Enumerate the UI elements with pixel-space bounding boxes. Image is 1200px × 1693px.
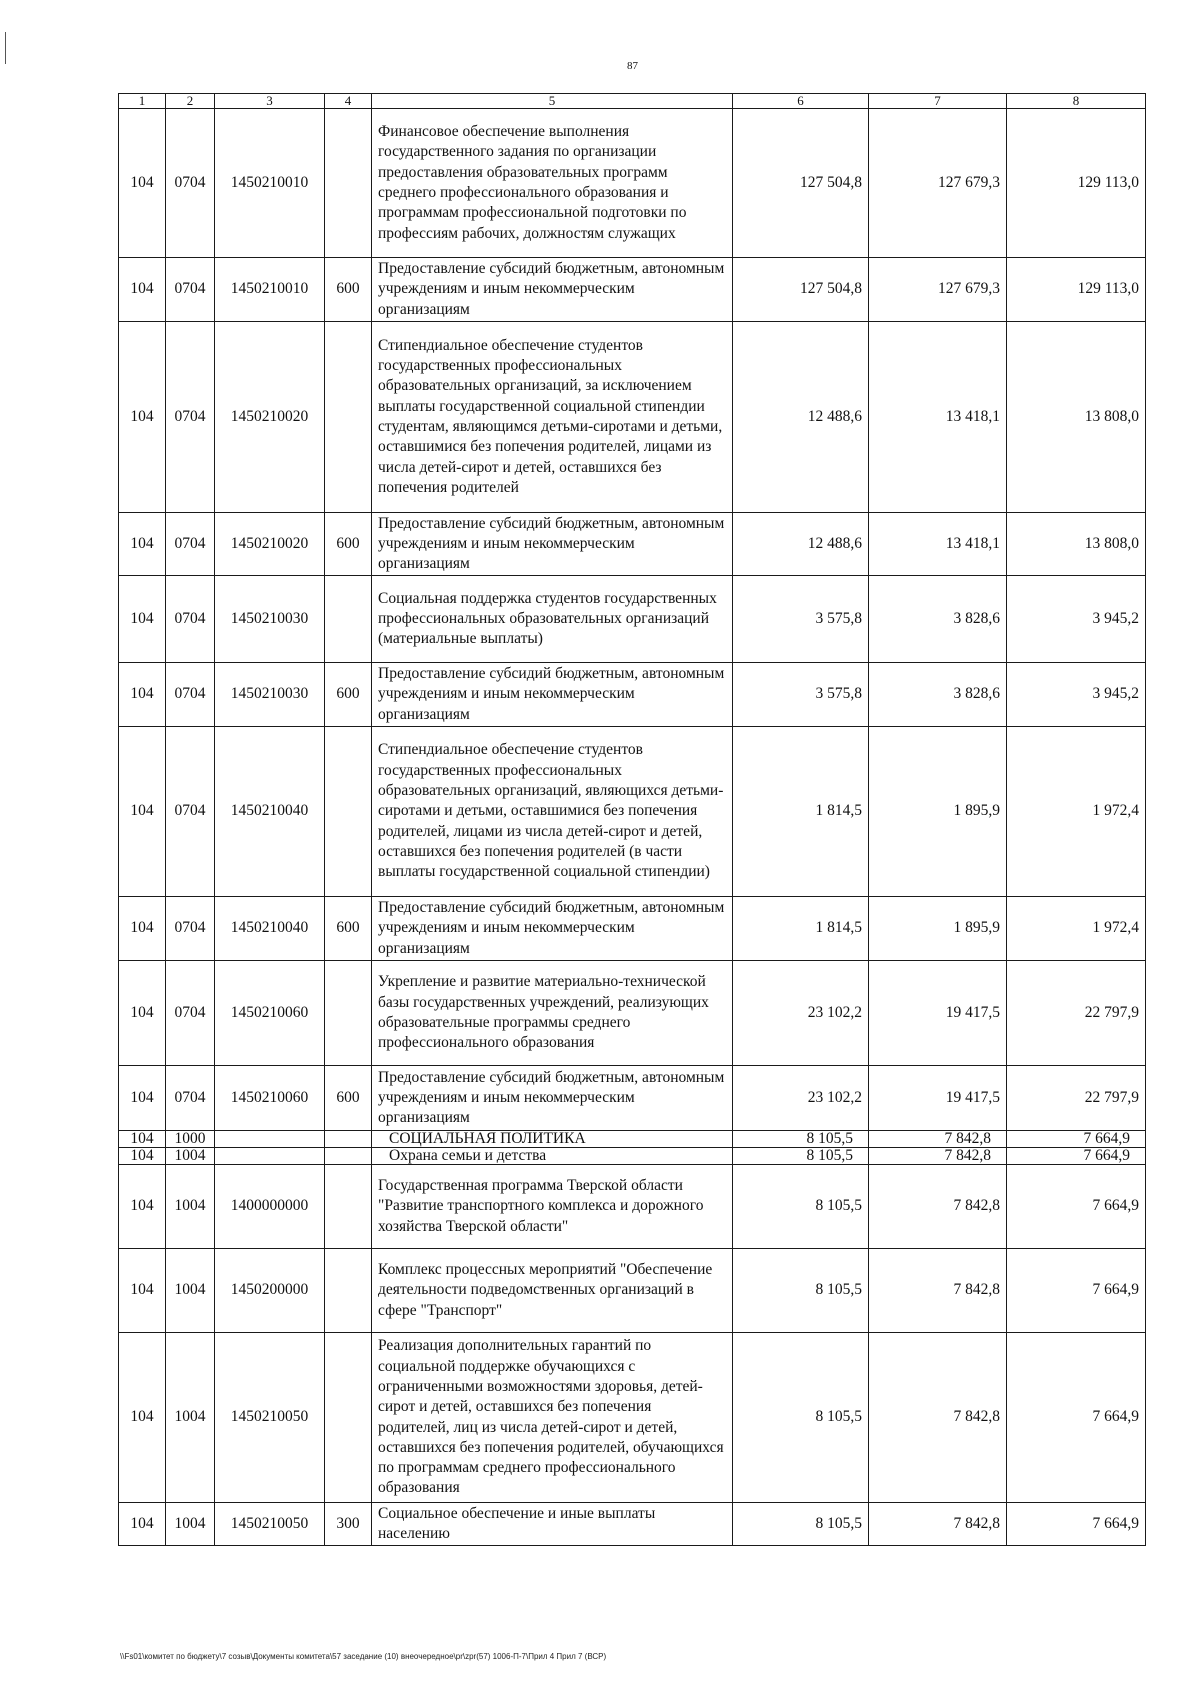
amount-col-8: 7 664,9 [1007,1148,1146,1165]
amount-col-6: 8 105,5 [733,1249,869,1333]
target-code: 1450210040 [215,897,325,961]
target-code: 1450210010 [215,258,325,322]
ministry-code: 104 [119,1066,166,1131]
amount-col-8: 1 972,4 [1007,897,1146,961]
amount-col-8: 13 808,0 [1007,513,1146,576]
expense-type-code [325,1333,372,1503]
target-code: 1450210050 [215,1503,325,1546]
amount-col-8: 7 664,9 [1007,1333,1146,1503]
amount-col-7: 7 842,8 [869,1131,1007,1148]
table-row [119,727,1146,897]
ministry-code: 104 [119,663,166,727]
section-code: 1004 [166,1333,215,1503]
table-row [119,513,1146,576]
section-code: 1004 [166,1503,215,1546]
table-row [119,1333,1146,1503]
row-description: Предоставление субсидий бюджетным, автономным учреждениям и иным некоммерческим организациям [372,897,733,961]
table-row [119,897,1146,961]
ministry-code: 104 [119,322,166,513]
row-description: Стипендиальное обеспечение студентов государственных профессиональных образовательных организаций, за исключением выплаты государственной социальной стипендии студентам, являющимся детьми-сиротами и детьми, оставшимися без попечения родителей, лицами из числа детей-сирот и детей, оставшихся без попечения родителей [372,322,733,513]
expense-type-code: 600 [325,258,372,322]
target-code [215,1131,325,1148]
amount-col-6: 8 105,5 [733,1333,869,1503]
row-description: СОЦИАЛЬНАЯ ПОЛИТИКА [372,1131,733,1148]
table-row [119,322,1146,513]
budget-table [118,93,1146,1546]
row-description: Предоставление субсидий бюджетным, автономным учреждениям и иным некоммерческим организациям [372,1066,733,1131]
ministry-code: 104 [119,1249,166,1333]
amount-col-7: 7 842,8 [869,1249,1007,1333]
section-code: 0704 [166,727,215,897]
target-code: 1450210030 [215,576,325,663]
amount-col-6: 8 105,5 [733,1165,869,1249]
ministry-code: 104 [119,576,166,663]
section-code: 0704 [166,897,215,961]
expense-type-code [325,1249,372,1333]
table-row [119,1148,1146,1165]
column-header: 8 [1007,94,1146,109]
section-code: 1004 [166,1165,215,1249]
row-description: Охрана семьи и детства [372,1148,733,1165]
amount-col-8: 7 664,9 [1007,1131,1146,1148]
ministry-code: 104 [119,1148,166,1165]
column-number-row [119,94,1146,109]
section-code: 0704 [166,513,215,576]
amount-col-7: 13 418,1 [869,513,1007,576]
ministry-code: 104 [119,961,166,1066]
amount-col-8: 13 808,0 [1007,322,1146,513]
amount-col-8: 7 664,9 [1007,1165,1146,1249]
amount-col-8: 7 664,9 [1007,1249,1146,1333]
amount-col-8: 1 972,4 [1007,727,1146,897]
expense-type-code [325,1148,372,1165]
amount-col-7: 7 842,8 [869,1333,1007,1503]
file-path-footer: \\Fs01\комитет по бюджету\7 созыв\Документы комитета\57 заседание (10) внеочередное\pr\zpr(57) 1006-П-7\Прил 4 Прил 7 (ВСР) [120,1652,607,1661]
target-code: 1450210060 [215,961,325,1066]
row-description: Предоставление субсидий бюджетным, автономным учреждениям и иным некоммерческим организациям [372,513,733,576]
amount-col-7: 3 828,6 [869,576,1007,663]
row-description: Укрепление и развитие материально-технической базы государственных учреждений, реализующих образовательные программы среднего профессионального образования [372,961,733,1066]
row-description: Предоставление субсидий бюджетным, автономным учреждениям и иным некоммерческим организациям [372,258,733,322]
ministry-code: 104 [119,727,166,897]
row-description: Стипендиальное обеспечение студентов государственных профессиональных образовательных организаций, являющихся детьми-сиротами и детьми, оставшимися без попечения родителей, лицами из числа детей-сирот и детей, оставшихся без попечения родителей (в части выплаты государственной социальной стипендии) [372,727,733,897]
expense-type-code [325,576,372,663]
ministry-code: 104 [119,897,166,961]
expense-type-code: 600 [325,1066,372,1131]
section-code: 1004 [166,1148,215,1165]
target-code: 1400000000 [215,1165,325,1249]
expense-type-code [325,322,372,513]
ministry-code: 104 [119,258,166,322]
section-code: 0704 [166,1066,215,1131]
amount-col-8: 3 945,2 [1007,576,1146,663]
row-description: Реализация дополнительных гарантий по социальной поддержке обучающихся с ограниченными возможностями здоровья, детей-сирот и детей, оставшихся без попечения родителей, лиц из числа детей-сирот и детей, оставшихся без попечения родителей, обучающихся по программам среднего профессионального образования [372,1333,733,1503]
table-row [119,258,1146,322]
amount-col-7: 3 828,6 [869,663,1007,727]
ministry-code: 104 [119,513,166,576]
row-description: Финансовое обеспечение выполнения государственного задания по организации предоставления образовательных программ среднего профессионального образования и программам профессиональной подготовки по профессиям рабочих, должностям служащих [372,109,733,258]
column-header: 5 [372,94,733,109]
table-row [119,109,1146,258]
expense-type-code: 300 [325,1503,372,1546]
target-code: 1450210040 [215,727,325,897]
section-code: 0704 [166,663,215,727]
section-code: 0704 [166,961,215,1066]
amount-col-7: 19 417,5 [869,961,1007,1066]
amount-col-6: 8 105,5 [733,1131,869,1148]
expense-type-code: 600 [325,663,372,727]
amount-col-8: 22 797,9 [1007,1066,1146,1131]
section-code: 1004 [166,1249,215,1333]
amount-col-8: 3 945,2 [1007,663,1146,727]
section-code: 0704 [166,109,215,258]
row-description: Социальное обеспечение и иные выплаты населению [372,1503,733,1546]
amount-col-6: 12 488,6 [733,322,869,513]
row-description: Комплекс процессных мероприятий "Обеспечение деятельности подведомственных организаций в сфере "Транспорт" [372,1249,733,1333]
row-description: Государственная программа Тверской области "Развитие транспортного комплекса и дорожного хозяйства Тверской области" [372,1165,733,1249]
amount-col-7: 1 895,9 [869,897,1007,961]
table-row [119,663,1146,727]
target-code: 1450210060 [215,1066,325,1131]
amount-col-7: 1 895,9 [869,727,1007,897]
page-number: 87 [627,60,638,72]
amount-col-8: 22 797,9 [1007,961,1146,1066]
expense-type-code [325,1131,372,1148]
table-row [119,1131,1146,1148]
amount-col-6: 23 102,2 [733,1066,869,1131]
ministry-code: 104 [119,1165,166,1249]
target-code: 1450200000 [215,1249,325,1333]
amount-col-7: 19 417,5 [869,1066,1007,1131]
row-description: Предоставление субсидий бюджетным, автономным учреждениям и иным некоммерческим организациям [372,663,733,727]
amount-col-8: 7 664,9 [1007,1503,1146,1546]
column-header: 7 [869,94,1007,109]
expense-type-code [325,1165,372,1249]
target-code: 1450210020 [215,322,325,513]
amount-col-6: 8 105,5 [733,1148,869,1165]
table-row [119,1249,1146,1333]
target-code: 1450210020 [215,513,325,576]
amount-col-8: 129 113,0 [1007,258,1146,322]
ministry-code: 104 [119,1503,166,1546]
ministry-code: 104 [119,1131,166,1148]
target-code: 1450210050 [215,1333,325,1503]
table-row [119,576,1146,663]
section-code: 1000 [166,1131,215,1148]
amount-col-6: 12 488,6 [733,513,869,576]
expense-type-code: 600 [325,513,372,576]
section-code: 0704 [166,258,215,322]
expense-type-code [325,109,372,258]
amount-col-6: 3 575,8 [733,663,869,727]
column-header: 6 [733,94,869,109]
table-row [119,961,1146,1066]
section-code: 0704 [166,322,215,513]
ministry-code: 104 [119,109,166,258]
amount-col-6: 1 814,5 [733,897,869,961]
amount-col-6: 3 575,8 [733,576,869,663]
amount-col-7: 127 679,3 [869,258,1007,322]
column-header: 3 [215,94,325,109]
column-header: 2 [166,94,215,109]
amount-col-6: 127 504,8 [733,109,869,258]
amount-col-8: 129 113,0 [1007,109,1146,258]
expense-type-code [325,961,372,1066]
target-code: 1450210030 [215,663,325,727]
amount-col-6: 23 102,2 [733,961,869,1066]
expense-type-code [325,727,372,897]
amount-col-7: 7 842,8 [869,1165,1007,1249]
amount-col-7: 13 418,1 [869,322,1007,513]
expense-type-code: 600 [325,897,372,961]
table-row [119,1503,1146,1546]
section-code: 0704 [166,576,215,663]
row-description: Социальная поддержка студентов государственных профессиональных образовательных организаций (материальные выплаты) [372,576,733,663]
table-row [119,1066,1146,1131]
amount-col-7: 127 679,3 [869,109,1007,258]
target-code: 1450210010 [215,109,325,258]
amount-col-6: 127 504,8 [733,258,869,322]
table-row [119,1165,1146,1249]
amount-col-7: 7 842,8 [869,1503,1007,1546]
amount-col-7: 7 842,8 [869,1148,1007,1165]
amount-col-6: 8 105,5 [733,1503,869,1546]
column-header: 1 [119,94,166,109]
target-code [215,1148,325,1165]
amount-col-6: 1 814,5 [733,727,869,897]
ministry-code: 104 [119,1333,166,1503]
column-header: 4 [325,94,372,109]
